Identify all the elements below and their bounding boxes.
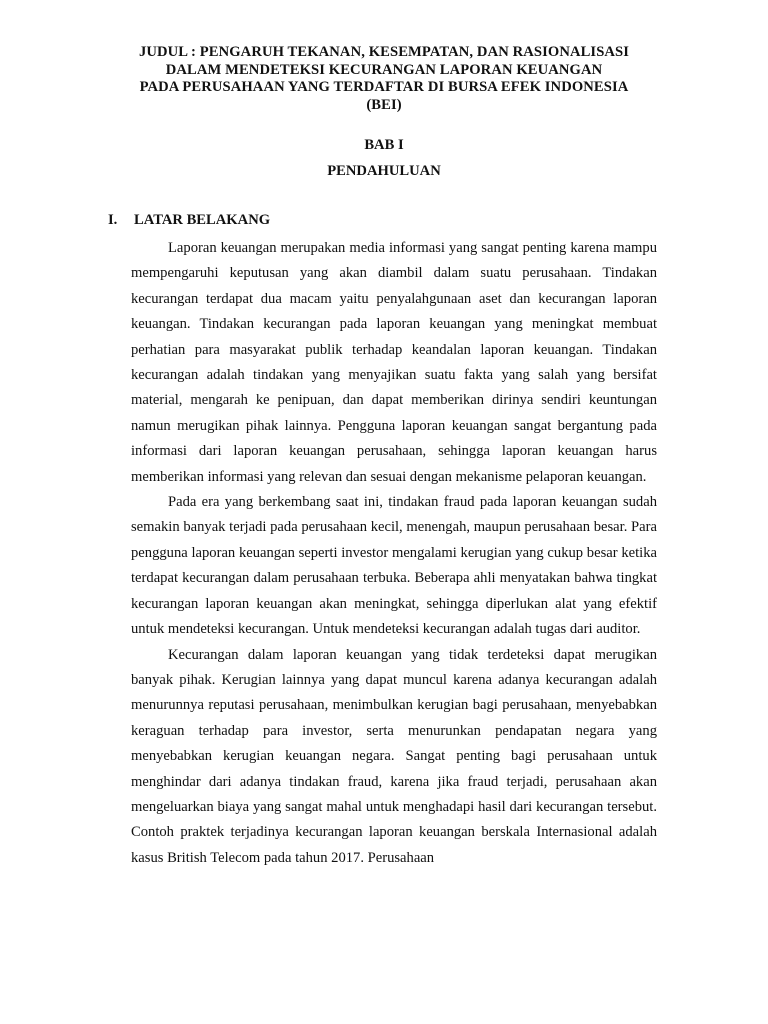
section-heading-text: LATAR BELAKANG xyxy=(134,212,271,228)
paragraph-3: Kecurangan dalam laporan keuangan yang tidak terdeteksi dapat merugikan banyak pihak. Kerugian lainnya yang dapat muncul karena adanya kecurangan adalah menurunnya reputasi perusahaan, menimbulkan kerugian bagi perusahaan, menyebabkan keraguan terhadap para investor, serta menurunkan pendapatan negara yang menyebabkan kerugian keuangan negara. Sangat penting bagi perusahaan untuk menghindar dari adanya tindakan fraud, karena jika fraud terjadi, perusahaan akan mengeluarkan biaya yang sangat mahal untuk menghadapi hasil dari kecurangan tersebut. Contoh praktek terjadinya kecurangan laporan keuangan berskala Internasional adalah kasus British Telecom pada tahun 2017. Perusahaan xyxy=(131,646,657,866)
paragraph-2: Pada era yang berkembang saat ini, tindakan fraud pada laporan keuangan sudah semakin banyak terjadi pada perusahaan kecil, menengah, maupun perusahaan besar. Para pengguna laporan keuangan seperti investor mengalami kerugian yang cukup besar ketika terdapat kecurangan dalam perusahaan terbuka. Beberapa ahli menyatakan bahwa tingkat kecurangan laporan keuangan akan meningkat, sehingga diperlukan alat yang efektif untuk mendeteksi kecurangan. Untuk mendeteksi kecurangan adalah tugas dari auditor. xyxy=(131,494,657,638)
title-line-2: DALAM MENDETEKSI KECURANGAN LAPORAN KEUANGAN xyxy=(165,61,603,78)
section-number: I. xyxy=(108,212,118,228)
chapter-title: PENDAHULUAN xyxy=(327,163,441,179)
section-heading xyxy=(108,212,270,229)
title-line-4: (BEI) xyxy=(366,96,402,113)
title-line-3: PADA PERUSAHAAN YANG TERDAFTAR DI BURSA EFEK INDONESIA xyxy=(139,79,629,95)
chapter-number: BAB I xyxy=(364,137,404,153)
document-title xyxy=(100,44,668,114)
title-line-1: JUDUL : PENGARUH TEKANAN, KESEMPATAN, DAN RASIONALISASI xyxy=(138,44,630,60)
paragraph-1: Laporan keuangan merupakan media informasi yang sangat penting karena mampu mempengaruhi keputusan yang akan diambil dalam suatu perusahaan. Tindakan kecurangan terdapat dua macam yaitu penyalahgunaan aset dan kecurangan laporan keuangan. Tindakan kecurangan pada laporan keuangan yang meningkat membuat perhatian para masyarakat publik terhadap keandalan laporan keuangan. Tindakan kecurangan adalah tindakan yang menyajikan suatu fakta yang salah yang bersifat material, mengarah ke penipuan, dan dapat memberikan dirinya sendiri keuntungan namun merugikan pihak lainnya. Pengguna laporan keuangan sangat bergantung pada informasi dari laporan keuangan perusahaan, sehingga laporan keuangan harus memberikan informasi yang relevan dan sesuai dengan mekanisme pelaporan keuangan. xyxy=(131,240,657,485)
body-text xyxy=(131,236,657,871)
